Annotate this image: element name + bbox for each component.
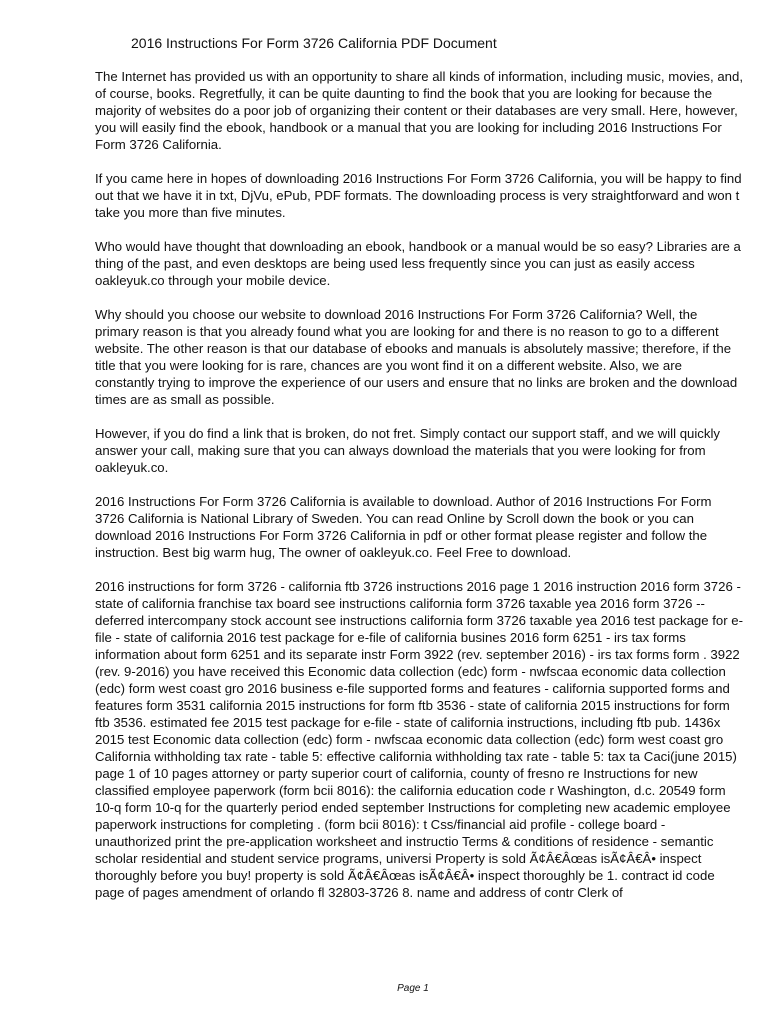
- document-body: [95, 68, 743, 901]
- availability-paragraph: 2016 Instructions For Form 3726 California is available to download. Author of 2016 Instructions For Form 3726 California is National Library of Sweden. You can read Online by Scroll down the book or you can download 2016 Instructions For Form 3726 California in pdf or other format please register and follow the instruction. Best big warm hug, The owner of oakleyuk.co. Feel Free to download.: [95, 494, 712, 560]
- download-formats-paragraph: If you came here in hopes of downloading 2016 Instructions For Form 3726 California, you will be happy to find out that we have it in txt, DjVu, ePub, PDF formats. The downloading process is very straightforward and won t take you more than five minutes.: [95, 171, 742, 220]
- broken-link-paragraph: However, if you do find a link that is broken, do not fret. Simply contact our support staff, and we will quickly answer your call, making sure that you can always download the materials that you were looking for from oakleyuk.co.: [95, 426, 721, 475]
- why-choose-paragraph: Why should you choose our website to download 2016 Instructions For Form 3726 California? Well, the primary reason is that you already found what you are looking for and there is no reason to go to a different website. The other reason is that our database of ebooks and manuals is absolutely massive; therefore, if the title that you were looking for is rare, chances are you wont find it on a different website. Also, we are constantly trying to improve the experience of our users and ensure that no links are broken and the download times are as small as possible.: [95, 307, 738, 407]
- document-title: 2016 Instructions For Form 3726 California PDF Document: [131, 35, 497, 51]
- keywords-paragraph: 2016 instructions for form 3726 - california ftb 3726 instructions 2016 page 1 2016 instruction 2016 form 3726 - state of california franchise tax board see instructions california form 3726 taxable yea 2016 form 3726 -- deferred intercompany stock account see instructions california form 3726 taxable yea 2016 test package for e-file - state of california 2016 test package for e-file of california busines 2016 form 6251 - irs tax forms information about form 6251 and its separate instr Form 3922 (rev. september 2016) - irs tax forms form . 3922 (rev. 9-2016) you have received this Economic data collection (edc) form - nwfscaa economic data collection (edc) form west coast gro 2016 business e-file supported forms and features - california supported forms and features form 3531 california 2015 instructions for form ftb 3536 - state of california 2015 instructions for form ftb 3536. estimated fee 2015 test package for e-file - state of california instructions, including ftb pub. 1436x 2015 test Economic data collection (edc) form - nwfscaa economic data collection (edc) form west coast gro California withholding tax rate - table 5: effective california withholding tax rate - table 5: tax ta Caci(june 2015) page 1 of 10 pages attorney or party superior court of california, county of fresno re Instructions for new classified employee paperwork (form bcii 8016): the california education code r Washington, d.c. 20549 form 10-q form 10-q for the quarterly period ended september Instructions for completing new academic employee paperwork instructions for completing . (form bcii 8016): t Css/financial aid profile - college board - unauthorized print the pre-application worksheet and instructio Terms & conditions of residence - semantic scholar residential and student service programs, universi Property is sold Ã¢Â€Âœas isÃ¢Â€Â• inspect thoroughly before you buy! property is sold Ã¢Â€Âœas isÃ¢Â€Â• inspect thoroughly be 1. contract id code page of pages amendment of orlando fl 32803-3726 8. name and address of contr Clerk of: [95, 579, 744, 900]
- page-number: Page 1: [397, 983, 429, 994]
- intro-paragraph: The Internet has provided us with an opportunity to share all kinds of information, including music, movies, and, of course, books. Regretfully, it can be quite daunting to find the book that you are looking for because the majority of websites do a poor job of organizing their content or their databases are very small. Here, however, you will easily find the ebook, handbook or a manual that you are looking for including 2016 Instructions For Form 3726 California.: [95, 69, 743, 152]
- mobile-access-paragraph: Who would have thought that downloading an ebook, handbook or a manual would be so easy? Libraries are a thing of the past, and even desktops are being used less frequently since you can just as easily access oakleyuk.co through your mobile device.: [95, 239, 741, 288]
